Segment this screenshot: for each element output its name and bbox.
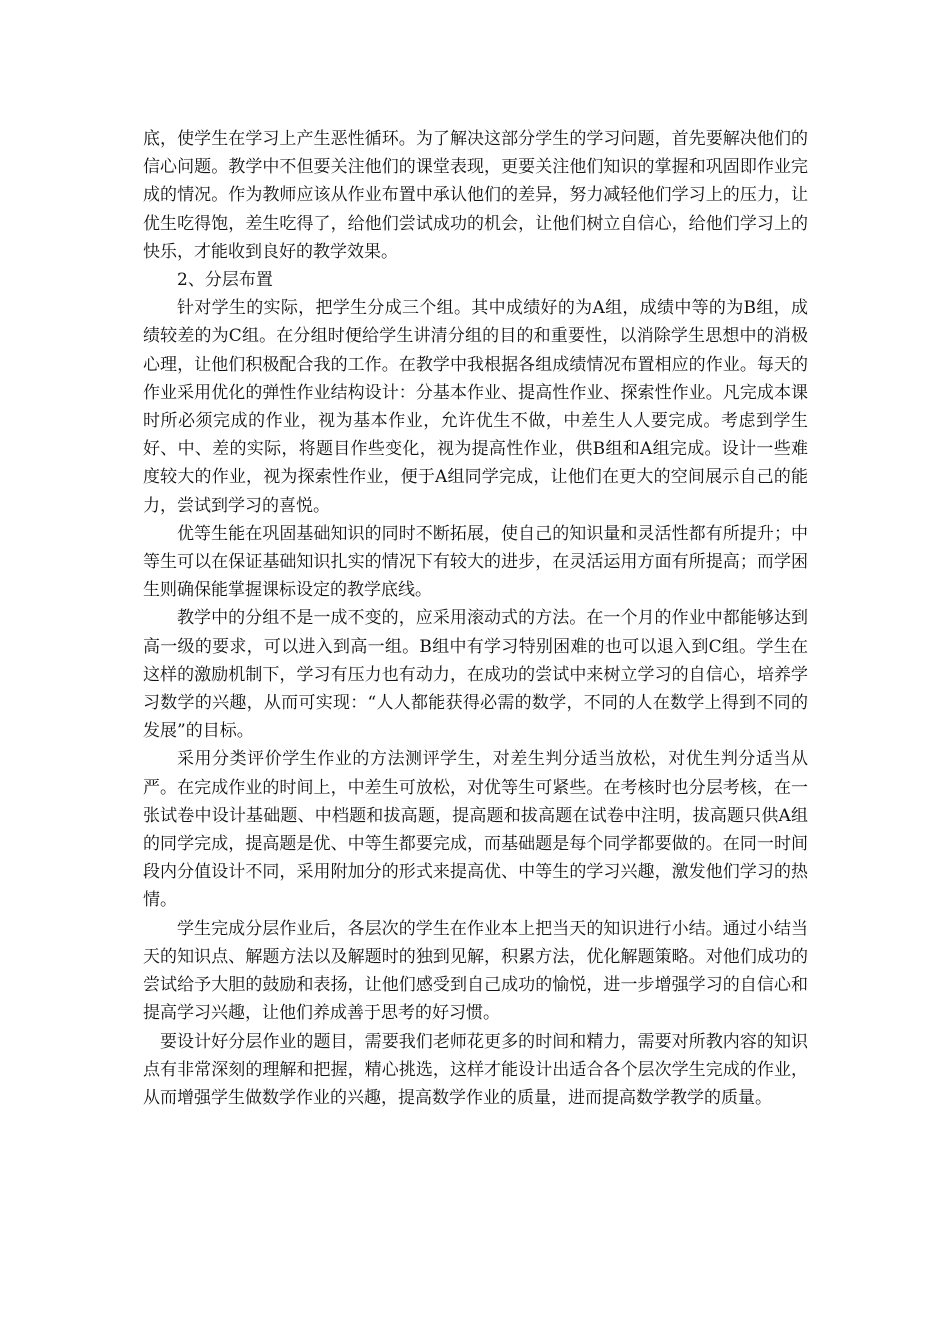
section-heading: 2、分层布置 (177, 270, 273, 291)
paragraph-rolling-groups: 教学中的分组不是一成不变的，应采用滚动式的方法。在一个月的作业中都能够达到高一级的要求，可以进入到高一组。B组中有学习特别困难的也可以退入到C组。学生在这样的激励机制下，学习有压力也有动力，在成功的尝试中来树立学习的自信心，培养学习数学的兴趣，从而可实现：“人人都能获得必需的数学，不同的人在数学上得到不同的发展”的目标。 (143, 608, 808, 742)
paragraph-conclusion: 要设计好分层作业的题目，需要我们老师花更多的时间和精力，需要对所教内容的知识点有非常深刻的理解和把握，精心挑选，这样才能设计出适合各个层次学生完成的作业，从而增强学生做数学作业的兴趣，提高数学作业的质量，进而提高数学教学的质量。 (143, 1031, 808, 1108)
paragraph-summary: 学生完成分层作业后，各层次的学生在作业本上把当天的知识进行小结。通过小结当天的知识点、解题方法以及解题时的独到见解，积累方法，优化解题策略。对他们成功的尝试给予大胆的鼓励和表扬，让他们感受到自己成功的愉悦，进一步增强学习的自信心和提高学习兴趣，让他们养成善于思考的好习惯。 (143, 918, 808, 1024)
document-body (143, 125, 808, 1112)
paragraph-intro: 底，使学生在学习上产生恶性循环。为了解决这部分学生的学习问题，首先要解决他们的信心问题。教学中不但要关注他们的课堂表现，更要关注他们知识的掌握和巩固即作业完成的情况。作为教师应该从作业布置中承认他们的差异，努力减轻他们学习上的压力，让优生吃得饱，差生吃得了，给他们尝试成功的机会，让他们树立自信心，给他们学习上的快乐，才能收到良好的教学效果。 (143, 129, 808, 262)
paragraph-outcomes: 优等生能在巩固基础知识的同时不断拓展，使自己的知识量和灵活性都有所提升；中等生可以在保证基础知识扎实的情况下有较大的进步，在灵活运用方面有所提高；而学困生则确保能掌握课标设定的教学底线。 (143, 523, 808, 601)
paragraph-evaluation: 采用分类评价学生作业的方法测评学生，对差生判分适当放松，对优生判分适当从严。在完成作业的时间上，中差生可放松，对优等生可紧些。在考核时也分层考核，在一张试卷中设计基础题、中档题和拔高题，提高题和拔高题在试卷中注明，拔高题只供A组的同学完成，提高题是优、中等生都要完成，而基础题是每个同学都要做的。在同一时间段内分值设计不同，采用附加分的形式来提高优、中等生的学习兴趣，激发他们学习的热情。 (143, 749, 808, 911)
paragraph-grouping: 针对学生的实际，把学生分成三个组。其中成绩好的为A组，成绩中等的为B组，成绩较差的为C组。在分组时便给学生讲清分组的目的和重要性，以消除学生思想中的消极心理，让他们积极配合我的工作。在教学中我根据各组成绩情况布置相应的作业。每天的作业采用优化的弹性作业结构设计：分基本作业、提高性作业、探索性作业。凡完成本课时所必须完成的作业，视为基本作业，允许优生不做，中差生人人要完成。考虑到学生好、中、差的实际，将题目作些变化，视为提高性作业，供B组和A组完成。设计一些难度较大的作业，视为探索性作业，便于A组同学完成，让他们在更大的空间展示自己的能力，尝试到学习的喜悦。 (143, 298, 808, 516)
